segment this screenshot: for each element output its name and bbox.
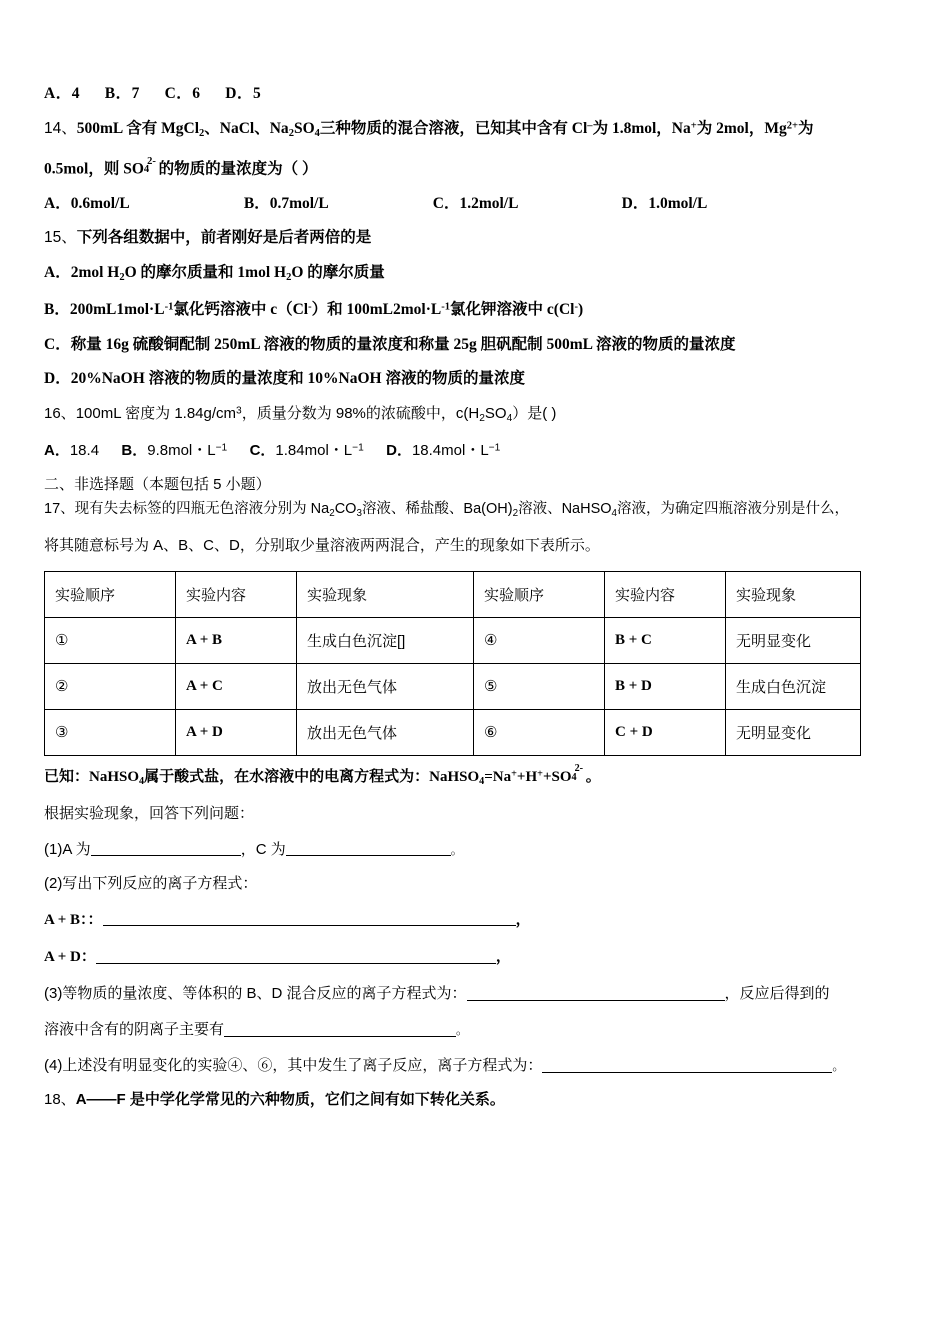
q16-stem-sup: 3 bbox=[236, 405, 242, 417]
q14-stem-p2: 、NaCl、Na bbox=[204, 119, 289, 137]
page-content bbox=[44, 86, 920, 1107]
q17-stem-p2: CO bbox=[334, 501, 357, 518]
q17-sub4: 4 bbox=[611, 507, 618, 519]
q16-option-b-sup: −1 bbox=[215, 442, 228, 454]
q14-stem-line1 bbox=[44, 121, 920, 139]
q14-option-c-text: 1.2mol/L bbox=[459, 194, 519, 212]
q17-so4-charge bbox=[571, 763, 586, 783]
q17-sub2-heading: (2)写出下列反应的离子方程式： bbox=[44, 874, 258, 892]
table-cell-phenomenon-6: 无明显变化 bbox=[726, 709, 861, 755]
q17-sub4 bbox=[44, 1056, 920, 1073]
q17-stem-p4: 溶液、NaHSO bbox=[518, 501, 612, 518]
q14-sup3: 2+ bbox=[786, 119, 799, 131]
q17-sub3-p1: (3)等物质的量浓度、等体积的 B、D 混合反应的离子方程式为： bbox=[44, 984, 467, 1002]
q16-option-a-text: 18.4 bbox=[69, 442, 100, 460]
q17-sub2-ab bbox=[44, 910, 920, 928]
q14-option-b-label: B． bbox=[243, 194, 270, 212]
table-cell-seq-2: ② bbox=[45, 663, 176, 709]
q14-option-c-label: C． bbox=[432, 194, 460, 212]
q16-option-c bbox=[250, 442, 364, 459]
q17-known-p5: +SO bbox=[542, 768, 572, 785]
q16-option-c-label: C． bbox=[249, 442, 276, 460]
q17-sub1 bbox=[44, 840, 920, 857]
q17-sub3-line2-p2: 。 bbox=[456, 1022, 469, 1037]
table-cell-phenomenon-3: 放出无色气体 bbox=[297, 709, 474, 755]
q17-stem-p3: 溶液、稀盐酸、Ba(OH) bbox=[361, 501, 513, 518]
q17-sub1-p1: (1)A 为 bbox=[44, 840, 91, 858]
q15-option-b-sup3: -1 bbox=[441, 301, 451, 313]
q13-options-row bbox=[44, 86, 920, 102]
q16-stem-sub1: 2 bbox=[479, 412, 485, 424]
q17-stem-p1: 现有失去标签的四瓶无色溶液分别为 Na bbox=[74, 501, 330, 518]
table-cell-seq-5: ⑤ bbox=[474, 663, 605, 709]
q14-stem-p6: 为 2mol，Mg bbox=[696, 119, 787, 137]
q17-sub2-ad-tail: ， bbox=[495, 948, 511, 965]
q16-stem bbox=[44, 406, 920, 424]
table-header-row bbox=[45, 571, 861, 617]
q15-option-b-p1: 200mL1mol·L bbox=[69, 301, 165, 319]
q16-option-d-label: D． bbox=[386, 442, 412, 460]
q17-sub1-p2: ，C 为 bbox=[240, 840, 286, 858]
q17-known-sub2: 4 bbox=[479, 775, 485, 787]
q15-option-b-p5: ) bbox=[577, 301, 584, 319]
q16-option-a-label: A． bbox=[44, 442, 70, 460]
table-cell-content-1: A + B bbox=[176, 617, 297, 663]
q15-option-b-sup1: -1 bbox=[164, 301, 174, 313]
q17-sub1-p3: 。 bbox=[450, 842, 463, 857]
q18-stem-text: A——F 是中学化学常见的六种物质，它们之间有如下转化关系。 bbox=[75, 1091, 505, 1109]
q17-sub3: 2 bbox=[512, 507, 519, 519]
table-cell-seq-4: ④ bbox=[474, 617, 605, 663]
q15-option-c bbox=[44, 337, 920, 353]
q17-sub2: 3 bbox=[356, 507, 362, 519]
q13-option-d-value: 5 bbox=[253, 85, 262, 102]
q17-sub3-p2: ，反应后得到的 bbox=[724, 984, 830, 1002]
experiment-results-table bbox=[44, 571, 861, 756]
q14-line2-sup: 2- bbox=[147, 155, 156, 167]
q17-known-p4: +H bbox=[516, 768, 538, 785]
q14-option-a-text: 0.6mol/L bbox=[70, 194, 130, 212]
table-cell-phenomenon-1: 生成白色沉淀[] bbox=[297, 617, 474, 663]
answer-blank-anions[interactable] bbox=[224, 1020, 456, 1037]
q15-option-c-text: 称量 16g 硫酸铜配制 250mL 溶液的物质的量浓度和称量 25g 胆矾配制 500mL 溶液的物质的量浓度 bbox=[70, 335, 736, 353]
table-row bbox=[45, 663, 861, 709]
q16-stem-sub2: 4 bbox=[506, 412, 513, 424]
q18-number: 18、 bbox=[44, 1091, 76, 1109]
q16-number: 16、 bbox=[44, 404, 76, 422]
q17-known-p2: 属于酸式盐，在水溶液中的电离方程式为：NaHSO bbox=[144, 768, 480, 785]
q14-sup1: – bbox=[587, 119, 593, 131]
q16-stem-p2: ，质量分数为 98%的浓硫酸中，c(H bbox=[241, 404, 480, 422]
table-row bbox=[45, 709, 861, 755]
q17-sub2-ab-tail: ， bbox=[515, 911, 531, 928]
q15-option-c-label: C． bbox=[44, 335, 71, 353]
q14-option-b bbox=[244, 196, 429, 212]
answer-blank-ion-equation[interactable] bbox=[542, 1056, 832, 1073]
q14-sub2: 2 bbox=[288, 127, 294, 139]
q14-options-row bbox=[44, 196, 920, 212]
q17-known-line bbox=[44, 763, 920, 787]
q13-option-d: D．5 bbox=[225, 85, 262, 102]
table-cell-phenomenon-4: 无明显变化 bbox=[726, 617, 861, 663]
q16-options-row bbox=[44, 443, 920, 458]
q15-option-b bbox=[44, 302, 920, 318]
q17-sub2-ad-label: A + D： bbox=[44, 948, 96, 965]
table-cell-content-2: A + C bbox=[176, 663, 297, 709]
q17-sub3-line2-p1: 溶液中含有的阴离子主要有 bbox=[44, 1020, 225, 1038]
q16-stem-p4: ）是( ) bbox=[512, 404, 557, 422]
q16-option-c-sup: −1 bbox=[352, 442, 364, 454]
table-header-cell-5: 实验现象 bbox=[726, 571, 861, 617]
q15-option-a-sub2: 2 bbox=[286, 271, 292, 283]
q17-sub1: 2 bbox=[329, 507, 335, 519]
q17-instruction: 根据实验现象，回答下列问题： bbox=[44, 804, 255, 822]
q14-line2-p2: 的物质的量浓度为（ ） bbox=[158, 160, 318, 178]
q13-option-a-value: 4 bbox=[71, 85, 80, 102]
q15-option-a-sub1: 2 bbox=[119, 271, 125, 283]
q17-sub2-ab-label: A + B：： bbox=[44, 911, 103, 928]
q15-option-a-p3: O 的摩尔质量 bbox=[291, 263, 385, 281]
q13-option-b-label: B bbox=[104, 85, 116, 102]
q14-sub1: 2 bbox=[199, 127, 205, 139]
q16-option-d bbox=[386, 442, 500, 459]
table-cell-seq-1: ① bbox=[45, 617, 176, 663]
table-header-cell-4: 实验内容 bbox=[605, 571, 726, 617]
table-header-cell-2: 实验现象 bbox=[297, 571, 474, 617]
q14-sub3: 4 bbox=[314, 127, 320, 139]
q13-option-c: C．6 bbox=[164, 85, 201, 102]
q17-sub2-ad bbox=[44, 947, 920, 965]
table-cell-content-3: A + D bbox=[176, 709, 297, 755]
q14-option-a bbox=[44, 196, 240, 212]
q17-known-sup1: + bbox=[511, 768, 517, 780]
q15-stem-text: 下列各组数据中，前者刚好是后者两倍的是 bbox=[76, 229, 372, 247]
q16-option-b-label: B． bbox=[121, 442, 148, 460]
q16-option-b-text: 9.8mol・L bbox=[147, 442, 216, 460]
q17-stem-line1 bbox=[44, 502, 920, 519]
answer-blank-ab-equation[interactable] bbox=[103, 910, 516, 927]
q17-number: 17、 bbox=[44, 501, 75, 518]
q16-option-c-text: 1.84mol・L bbox=[275, 442, 353, 460]
q15-option-a-p1: 2mol H bbox=[70, 263, 120, 281]
q15-option-b-p3: ）和 100mL2mol·L bbox=[311, 301, 442, 319]
q13-option-c-label: C bbox=[164, 85, 177, 102]
q14-option-d-label: D． bbox=[621, 194, 649, 212]
q15-option-a-label: A． bbox=[44, 263, 71, 281]
q14-option-a-label: A． bbox=[44, 194, 71, 212]
q16-stem-p1: 100mL 密度为 1.84g/cm bbox=[75, 404, 237, 422]
table-header-cell-0: 实验顺序 bbox=[45, 571, 176, 617]
q15-option-d-label: D． bbox=[44, 370, 71, 388]
q13-option-d-label: D bbox=[225, 85, 237, 102]
answer-blank-bd-equation[interactable] bbox=[467, 984, 725, 1001]
table-header-cell-3: 实验顺序 bbox=[474, 571, 605, 617]
answer-blank-c[interactable] bbox=[286, 840, 451, 857]
q13-option-a: A．4 bbox=[44, 85, 80, 102]
q13-option-b-value: 7 bbox=[131, 85, 140, 102]
q14-stem-p7: 为 bbox=[798, 119, 814, 137]
table-cell-phenomenon-5: 生成白色沉淀 bbox=[726, 663, 861, 709]
q14-option-d-text: 1.0mol/L bbox=[648, 194, 708, 212]
table-cell-content-6: C + D bbox=[605, 709, 726, 755]
q14-line2-p1: 0.5mol，则 SO bbox=[44, 160, 144, 178]
q17-stem-line2: 将其随意标号为 A、B、C、D，分别取少量溶液两两混合，产生的现象如下表所示。 bbox=[44, 536, 600, 554]
q15-option-b-sup2: - bbox=[308, 301, 312, 313]
q14-number: 14、 bbox=[44, 119, 77, 137]
q15-option-b-p2: 氯化钙溶液中 c（Cl bbox=[173, 301, 309, 319]
q17-stem-p5: 溶液，为确定四瓶溶液分别是什么， bbox=[617, 501, 850, 518]
q14-sup2: + bbox=[690, 119, 697, 131]
q15-option-a bbox=[44, 265, 920, 283]
q14-stem-p1: 500mL 含有 MgCl bbox=[76, 119, 200, 137]
q18-stem bbox=[44, 1092, 920, 1107]
table-header-cell-1: 实验内容 bbox=[176, 571, 297, 617]
q13-option-a-label: A bbox=[44, 85, 56, 102]
table-cell-phenomenon-2: 放出无色气体 bbox=[297, 663, 474, 709]
q16-stem-p3: SO bbox=[484, 404, 507, 422]
q14-so4-charge bbox=[143, 155, 159, 176]
q15-option-a-p2: O 的摩尔质量和 1mol H bbox=[124, 263, 287, 281]
q14-stem-p3: SO bbox=[293, 119, 315, 137]
q17-sub4-p1: (4)上述没有明显变化的实验④、⑥，其中发生了离子反应，离子方程式为： bbox=[44, 1057, 543, 1075]
q17-sub3-line2 bbox=[44, 1020, 920, 1037]
q15-option-b-label: B． bbox=[44, 301, 70, 319]
q14-stem-p4: 三种物质的混合溶液，已知其中含有 Cl bbox=[319, 119, 588, 137]
q16-option-b bbox=[121, 442, 227, 459]
q14-stem-p5: 为 1.8mol，Na bbox=[592, 119, 691, 137]
q16-option-a bbox=[44, 442, 99, 459]
q17-known-p3: =Na bbox=[484, 768, 512, 785]
q17-known-sub3: 4 bbox=[571, 771, 577, 783]
q15-option-d bbox=[44, 371, 920, 387]
q14-line2-sub: 4 bbox=[143, 164, 150, 176]
table-cell-content-5: B + D bbox=[605, 663, 726, 709]
table-cell-seq-6: ⑥ bbox=[474, 709, 605, 755]
q16-option-d-text: 18.4mol・L bbox=[411, 442, 489, 460]
q17-known-sub1: 4 bbox=[139, 775, 145, 787]
q13-option-c-value: 6 bbox=[192, 85, 201, 102]
q15-option-b-p4: 氯化钾溶液中 c(Cl bbox=[450, 301, 575, 319]
table-cell-seq-3: ③ bbox=[45, 709, 176, 755]
q15-option-d-text: 20%NaOH 溶液的物质的量浓度和 10%NaOH 溶液的物质的量浓度 bbox=[70, 370, 525, 388]
q17-known-sup3: 2- bbox=[574, 763, 584, 775]
answer-blank-ad-equation[interactable] bbox=[96, 947, 496, 964]
q16-option-d-sup: −1 bbox=[488, 442, 501, 454]
q17-sub4-p2: 。 bbox=[832, 1059, 845, 1074]
q17-known-sup2: + bbox=[537, 768, 543, 780]
q15-stem bbox=[44, 230, 920, 246]
q13-option-b: B．7 bbox=[104, 85, 140, 102]
q14-option-d bbox=[622, 196, 708, 212]
q14-option-c bbox=[433, 196, 618, 212]
q15-number: 15、 bbox=[44, 229, 77, 247]
q17-sub3-line1 bbox=[44, 984, 920, 1001]
q14-option-b-text: 0.7mol/L bbox=[269, 194, 329, 212]
table-row bbox=[45, 617, 861, 663]
q15-option-b-sup4: - bbox=[574, 301, 578, 313]
table-cell-content-4: B + C bbox=[605, 617, 726, 663]
q17-known-p6: 。 bbox=[585, 768, 601, 785]
section2-heading: 二、非选择题（本题包括 5 小题） bbox=[44, 476, 271, 494]
q17-known-p1: 已知：NaHSO bbox=[44, 768, 140, 785]
answer-blank-a[interactable] bbox=[91, 840, 241, 857]
q14-stem-line2 bbox=[44, 155, 920, 178]
